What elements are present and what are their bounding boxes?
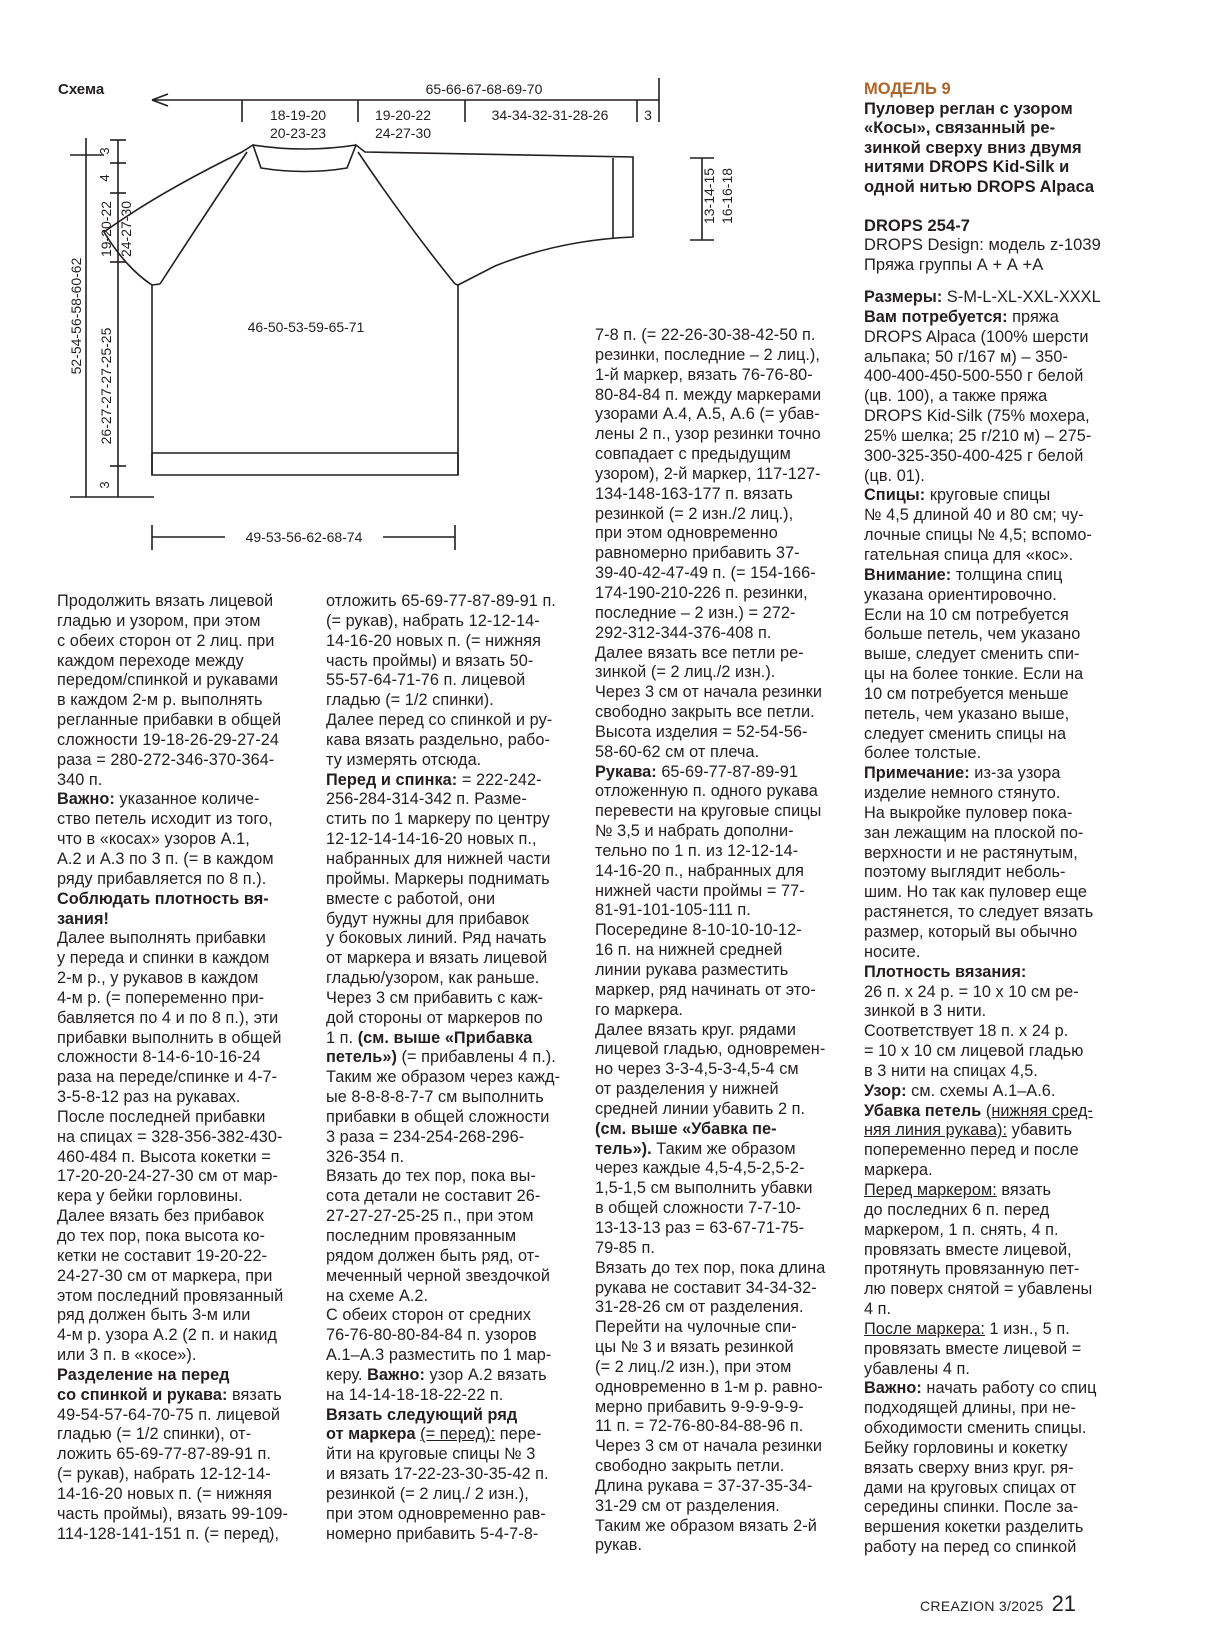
text-line: 17-20-20-24-27-30 см от мар- [57,1167,278,1186]
text-line: рукав. [595,1536,643,1555]
neck-width-label-a: 18-19-20 [269,107,327,123]
text-line: до тех пор, пока высота ко- [57,1227,265,1245]
text-line: гладью (= 1/2 спинки), от- [57,1425,252,1444]
text-line: 174-190-210-226 п. резинки, [595,583,808,602]
text-line: Рукава: 65-69-77-87-89-91 [595,762,798,781]
text-line: 1,5-1,5 см выполнить убавки [595,1179,813,1198]
text-line: Внимание: толщина спиц [864,565,1063,584]
text-line: 4 п. [864,1300,892,1319]
text-line: в каждом 2-м р. выполнять [57,691,263,710]
text-line: до последних 6 п. перед [864,1200,1050,1219]
text-line: маркер, ряд начинать от это- [595,980,816,999]
text-line: Далее вязать без прибавок [57,1207,264,1226]
text-line: гладью и узором, при этом [57,611,261,630]
text-line: размер, который вы обычно [864,923,1078,941]
text-line: Убавка петель (нижняя сред- [864,1101,1093,1120]
text-line: Важно: указанное количе- [57,790,260,809]
sleeve-width-label-a: 13-14-15 [701,167,717,225]
schema-title: Схема [58,81,105,98]
text-line: 340 п. [57,770,103,789]
text-line: Далее вязать круг. рядами [595,1020,797,1039]
text-line: набранных для нижней части [326,849,551,868]
text-line: часть проймы) и вязать 50- [326,651,534,670]
yoke-height-label-a: 19-20-22 [98,200,114,258]
text-line: 26 п. х 24 р. = 10 х 10 см ре- [864,982,1079,1001]
text-line: узорами А.4, А.5, А.6 (= убав- [595,405,820,424]
text-line: Посередине 8-10-10-10-12- [595,921,802,940]
text-line: зинкой (= 2 лиц./2 изн.). [595,663,776,682]
yarn-group: Пряжа группы А + А +А [864,255,1044,274]
text-line: 24-27-30 см от маркера, при [57,1266,273,1285]
text-line: рукава не составит 34-34-32- [595,1278,817,1297]
text-line: 292-312-344-376-408 п. [595,623,772,642]
text-line: от маркера и вязать лицевой [326,949,548,968]
text-line: зания! [57,909,109,928]
text-line: номерно прибавить 5-4-7-8- [326,1524,539,1543]
text-line: Через 3 см прибавить с каж- [326,988,544,1007]
text-line: Далее выполнять прибавки [57,929,266,948]
text-line: Через 3 см от начала резинки [595,1437,822,1456]
text-line: 58-60-62 см от плеча. [595,742,760,761]
text-line: этом последний провязанный [57,1286,284,1305]
text-line: петель, чем указано выше, [864,704,1070,723]
text-line: 4-м р. узора А.2 (2 п. и накид [57,1326,278,1345]
text-line: Через 3 см от начала резинки [595,683,822,702]
sleeve-cuff-label: 3 [644,107,652,123]
text-column-2 [326,592,560,1545]
text-line: у переда и спинки в каждом [57,949,270,968]
model-title-line: нитями DROPS Kid-Silk и [864,158,1070,177]
text-line: 11 п. = 72-76-80-84-88-96 п. [595,1417,804,1436]
neck-width-label-b: 20-23-23 [269,125,327,141]
magazine-issue: CREAZION 3/2025 [920,1598,1044,1614]
text-line: 12-12-14-14-16-20 новых п., [326,830,537,849]
text-line: проймы. Маркеры поднимать [326,869,550,888]
text-line: С обеих сторон от средних [326,1306,531,1325]
text-line: Вязать следующий ряд [326,1405,518,1424]
text-line: ряд должен быть 3-м или [57,1306,251,1325]
text-line: 79-85 п. [595,1238,655,1257]
text-line: от маркера (= перед): пере- [326,1425,542,1444]
text-line: После маркера: 1 изн., 5 п. [864,1319,1070,1338]
text-line: Узор: см. схемы А.1–А.6. [864,1081,1056,1100]
text-line: провязать вместе лицевой, [864,1240,1072,1259]
text-line: Перед и спинка: = 222-242- [326,770,542,789]
text-line: гательная спица для «кос». [864,545,1074,564]
text-line: свободно закрыть петли. [595,1457,785,1476]
text-line: гладью/узором, как раньше. [326,969,540,988]
text-line: 460-484 п. Высота кокетки = [57,1147,271,1166]
text-line: 1-й маркер, вязать 76-76-80- [595,365,813,384]
model-title [864,100,1101,198]
text-line: гладью (= 1/2 спинки). [326,691,494,710]
text-line: Вязать до тех пор, пока вы- [326,1167,536,1186]
text-line: Спицы: круговые спицы [864,486,1051,505]
text-line: 400-400-450-500-550 г белой [864,367,1084,386]
text-line: больше петель, чем указано [864,625,1081,644]
text-line: 13-13-13 раз = 63-67-71-75- [595,1218,805,1237]
text-line: и вязать 17-22-23-30-35-42 п. [326,1465,549,1484]
text-line: но через 3-3-4,5-3-4,5-4 см [595,1060,799,1079]
text-line: кетки не составит 19-20-22- [57,1246,268,1265]
text-line: 1 п. (см. выше «Прибавка [326,1028,533,1047]
text-line: регланные прибавки в общей [57,711,282,730]
yoke-top-label: 4 [97,174,112,182]
text-line: № 3,5 и набрать дополни- [595,822,794,841]
text-line: йти на круговые спицы № 3 [326,1445,536,1464]
text-line: зинкой в 3 нити. [864,1002,987,1021]
text-line: следует сменить спицы на [864,724,1067,743]
text-line: После последней прибавки [57,1107,266,1126]
text-line: на 14-14-18-18-22-22 п. [326,1385,504,1404]
text-line: Далее вязать все петли ре- [595,643,804,662]
text-line: 55-57-64-71-76 п. лицевой [326,671,526,690]
text-line: Таким же образом вязать 2-й [595,1516,817,1535]
text-line: выше, следует сменить спи- [864,645,1080,664]
text-line: 80-84-84 п. между маркерами [595,385,822,404]
text-line: зан лежащим на плоской по- [864,823,1084,842]
page-footer [920,1591,1076,1617]
text-line: попеременно перед и после [864,1141,1079,1160]
text-line: средней линии убавить 2 п. [595,1099,806,1118]
model-number: МОДЕЛЬ 9 [864,80,951,98]
text-line: Важно: начать работу со спиц [864,1379,1097,1398]
text-line: обходимости сменить спицы. [864,1419,1087,1438]
text-line: 2-м р., у рукавов в каждом [57,969,259,988]
text-line: Примечание: из-за узора [864,764,1061,783]
model-title-line: одной нитью DROPS Alpaca [864,177,1095,196]
text-line: ту измерять отсюда. [326,750,482,769]
text-line: 39-40-42-47-49 п. (= 154-166- [595,564,816,583]
text-line: поэтому выглядит неболь- [864,863,1066,882]
neck-edge-label: 3 [97,147,112,155]
text-line: ложить 65-69-77-87-89-91 п. [57,1445,271,1464]
text-line: что в «косах» узоров А.1, [57,830,250,849]
text-line: при этом одновременно [595,524,778,543]
text-line: лицевой гладью, одновремен- [595,1040,826,1059]
text-line: мерно прибавить 9-9-9-9-9- [595,1397,804,1416]
text-line: резинкой (= 2 лиц./ 2 изн.), [326,1484,529,1503]
text-line: няя линия рукава): убавить [864,1121,1073,1140]
text-column-3 [595,326,825,1556]
text-line: DROPS Kid-Silk (75% мохера, [864,407,1090,426]
text-column-1 [57,592,288,1545]
text-line: 256-284-314-342 п. Разме- [326,790,527,809]
text-line: при этом одновременно рав- [326,1504,546,1523]
text-line: На выкройке пуловер пока- [864,803,1073,822]
text-line: или 3 п. в «косе»). [57,1346,197,1365]
text-line: рядом должен быть ряд, от- [326,1246,540,1265]
text-line: = 10 х 10 см лицевой гладью [864,1042,1084,1061]
text-line: прибавки выполнить в общей [57,1028,282,1047]
model-title-line: зинкой сверху вниз двумя [864,138,1082,157]
text-line: на схеме А.2. [326,1286,429,1305]
text-line: в общей сложности 7-7-10- [595,1199,802,1218]
sleeve-length-label: 34-34-32-31-28-26 [491,107,609,123]
text-line: равномерно прибавить 37- [595,544,800,563]
text-line: Плотность вязания: [864,962,1027,981]
text-line: Вам потребуется: пряжа [864,307,1059,326]
text-line: Перейти на чулочные спи- [595,1318,797,1337]
text-line: убавлены 4 п. [864,1359,970,1378]
text-line: 3-5-8-12 раз на рукавах. [57,1088,241,1107]
text-line: будут нужны для прибавок [326,909,529,928]
text-line: раза = 280-272-346-370-364- [57,750,275,769]
text-line: 300-325-350-400-425 г белой [864,446,1084,465]
bottom-edge-label: 3 [97,481,112,489]
text-line: кера у бейки горловины. [57,1187,243,1206]
text-line: маркера. [864,1161,933,1180]
text-line: сота детали не составит 26- [326,1187,541,1206]
text-line: подходящей длины, при не- [864,1399,1076,1418]
text-line: одновременно в 1-м р. равно- [595,1377,823,1396]
text-line: DROPS Alpaca (100% шерсти [864,327,1089,346]
model-design: DROPS Design: модель z-1039 [864,236,1101,255]
text-line: прибавки в общей сложности [326,1107,550,1126]
text-line: в 3 нити на спицах 4,5. [864,1061,1038,1080]
text-line: через каждые 4,5-4,5-2,5-2- [595,1159,805,1178]
text-line: цы на более тонкие. Если на [864,665,1084,684]
text-line: 14-16-20 п., набранных для [595,861,805,880]
text-line: 49-54-57-64-70-75 п. лицевой [57,1405,280,1424]
text-line: Высота изделия = 52-54-56- [595,722,808,741]
text-line: ые 8-8-8-8-7-7 см выполнить [326,1088,544,1107]
text-line: № 4,5 длиной 40 и 80 см; чу- [864,506,1084,525]
text-line: Разделение на перед [57,1365,230,1384]
text-line: А.1–А.3 разместить по 1 мар- [326,1346,552,1365]
text-line: цы № 3 и вязать резинкой [595,1338,794,1357]
text-line: тельно по 1 п. из 12-12-14- [595,841,799,860]
text-line: (см. выше «Убавка пе- [595,1119,777,1138]
text-line: вместе с работой, они [326,889,496,908]
text-line: работу на перед со спинкой [864,1538,1077,1557]
text-line: Длина рукава = 37-37-35-34- [595,1476,813,1495]
text-line: А.2 и А.3 по 3 п. (= в каждом [57,849,274,868]
text-line: лочные спицы № 4,5; вспомо- [864,526,1092,545]
text-column-4 [864,288,1101,1558]
text-line: линии рукава разместить [595,961,789,979]
text-line: 76-76-80-80-84-84 п. узоров [326,1326,537,1345]
text-line: растянется, то следует вязать [864,903,1094,922]
text-line: совпадает с предыдущим [595,445,791,464]
chest-width-label: 46-50-53-59-65-71 [247,319,365,335]
text-line: с обеих сторон от 2 лиц. при [57,631,275,650]
text-line: дой стороны от маркеров по [326,1008,543,1027]
text-line: со спинкой и рукава: вязать [57,1385,282,1404]
text-line: Соответствует 18 п. х 24 р. [864,1022,1069,1041]
text-line: отложенную п. одного рукава [595,782,818,801]
model-title-line: Пуловер реглан с узором [864,99,1073,118]
text-line: 27-27-27-25-25 п., при этом [326,1207,534,1226]
body-height-label: 26-27-27-27-25-25 [98,327,114,445]
text-line: Если на 10 см потребуется [864,605,1069,624]
text-line: передом/спинкой и рукавами [57,671,279,690]
hem-width-label: 49-53-56-62-68-74 [245,529,363,545]
text-line: 14-16-20 новых п. (= нижняя [57,1484,273,1503]
text-line: Таким же образом через кажд- [326,1068,561,1087]
text-line: на спицах = 328-356-382-430- [57,1127,283,1146]
text-line: у боковых линий. Ряд начать [326,929,547,948]
text-line: 326-354 п. [326,1147,405,1166]
text-line: 4-м р. (= попеременно при- [57,988,265,1007]
text-line: 10 см потребуется меньше [864,684,1069,703]
text-line: последним провязанным [326,1227,517,1245]
text-line: (= рукав), набрать 12-12-14- [57,1465,271,1484]
text-line: 7-8 п. (= 22-26-30-38-42-50 п. [595,326,816,344]
total-height-label: 52-54-56-58-60-62 [68,257,84,375]
text-line: меченный черной звездочкой [326,1266,550,1285]
text-line: 114-128-141-151 п. (= перед), [57,1524,280,1543]
text-line: альпака; 50 г/167 м) – 350- [864,347,1068,366]
text-line: Вязать до тех пор, пока длина [595,1258,826,1277]
text-line: керу. Важно: узор А.2 вязать [326,1365,547,1384]
total-width-label: 65-66-67-68-69-70 [425,81,543,97]
text-line: Перед маркером: вязать [864,1180,1052,1199]
text-line: петель») (= прибавлены 4 п.). [326,1048,556,1067]
text-line: нижней части проймы = 77- [595,881,805,900]
text-line: каждом переходе между [57,651,244,670]
text-line: сложности 19-18-26-29-27-24 [57,730,279,749]
text-line: ство петель исходит из того, [57,810,273,829]
text-line: от разделения у нижней [595,1080,779,1099]
text-line: вершения кокетки разделить [864,1518,1084,1537]
text-line: 14-16-20 новых п. (= нижняя [326,631,542,650]
text-line: раза на переде/спинке и 4-7- [57,1068,278,1087]
text-line: верхности и не растянутым, [864,843,1078,862]
text-line: провязать вместе лицевой = [864,1339,1082,1358]
raglan-width-label-b: 24-27-30 [374,125,432,141]
raglan-width-label-a: 19-20-22 [374,107,432,123]
text-line: 16 п. на нижней средней [595,941,783,960]
yoke-height-label-b: 24-27-30 [118,200,134,258]
text-line: вязать сверху вниз круг. ря- [864,1458,1074,1477]
text-line: указана ориентировочно. [864,585,1057,604]
text-line: изделие немного стянуто. [864,784,1061,803]
text-line: последние – 2 изн.) = 272- [595,603,796,622]
text-line: 31-29 см от разделения. [595,1496,780,1515]
text-line: 31-28-26 см от разделения. [595,1298,804,1317]
text-line: носите. [864,942,921,961]
text-line: протянуть провязанную пет- [864,1260,1080,1279]
text-line: шим. Но так как пуловер еще [864,883,1087,902]
text-line: Продолжить вязать лицевой [57,592,274,610]
text-line: тель»). Таким же образом [595,1139,796,1158]
text-line: часть проймы), вязать 99-109- [57,1504,289,1523]
text-line: резинкой (= 2 изн./2 лиц.), [595,504,794,523]
model-header [864,80,1101,275]
text-line: узором), 2-й маркер, 117-127- [595,464,821,483]
text-line: лю поверх снятой = убавлены [864,1280,1093,1299]
text-line: 25% шелка; 25 г/210 м) – 275- [864,426,1092,445]
text-line: кава вязать раздельно, рабо- [326,730,550,749]
text-line: Соблюдать плотность вя- [57,889,269,908]
text-line: перевести на круговые спицы [595,802,822,821]
page-number: 21 [1051,1591,1077,1616]
text-line: свободно закрыть все петли. [595,703,815,722]
model-code: DROPS 254-7 [864,216,971,235]
text-line: резинки, последние – 2 лиц.), [595,345,820,364]
text-line: 81-91-101-105-111 п. [595,901,751,920]
text-line: 3 раза = 234-254-268-296- [326,1127,525,1146]
text-line: сложности 8-14-6-10-16-24 [57,1048,261,1067]
text-line: бавляется по 4 и по 8 п.), эти [57,1008,279,1027]
text-line: отложить 65-69-77-87-89-91 п. [326,592,556,610]
text-line: Бейку горловины и кокетку [864,1438,1068,1457]
text-line: более толстые. [864,744,982,763]
text-line: (= рукав), набрать 12-12-14- [326,611,540,630]
text-line: ряду прибавляется по 8 п.). [57,869,267,888]
text-line: (цв. 100), а также пряжа [864,387,1048,406]
model-title-line: «Косы», связанный ре- [864,119,1056,138]
text-line: Размеры: S-M-L-XL-XXL-XXXL [864,288,1101,306]
sleeve-width-label-b: 16-16-18 [719,167,735,225]
text-line: го маркера. [595,1000,684,1019]
text-line: дами на круговых спицах от [864,1478,1077,1497]
text-line: (цв. 01). [864,466,925,485]
text-line: середины спинки. После за- [864,1498,1079,1517]
text-line: 134-148-163-177 п. вязать [595,484,793,503]
text-line: стить по 1 маркеру по центру [326,810,550,829]
text-line: маркером, 1 п. снять, 4 п. [864,1220,1059,1239]
text-line: лены 2 п., узор резинки точно [595,425,821,444]
text-line: (= 2 лиц./2 изн.), при этом [595,1357,792,1376]
text-line: Далее перед со спинкой и ру- [326,711,553,730]
